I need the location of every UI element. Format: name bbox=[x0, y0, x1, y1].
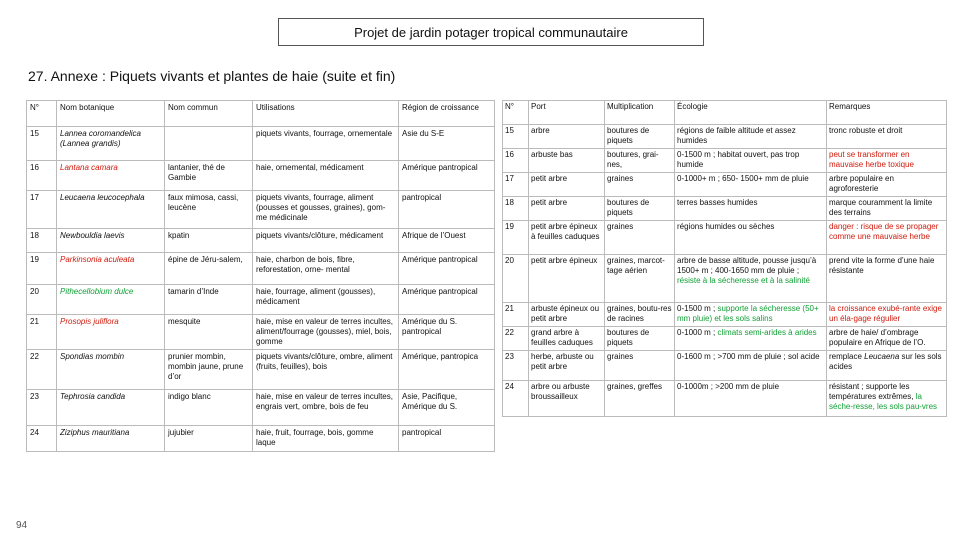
table-row bbox=[27, 161, 495, 191]
ecology: 0-1000+ m ; 650- 1500+ mm de pluie bbox=[675, 173, 827, 197]
row-number: 22 bbox=[503, 327, 529, 351]
common-name: épine de Jéru-salem, bbox=[165, 253, 253, 285]
propagation: graines, greffes bbox=[605, 381, 675, 417]
row-number: 15 bbox=[27, 127, 57, 161]
propagation: graines, marcot-tage aérien bbox=[605, 255, 675, 303]
table-row bbox=[503, 303, 947, 327]
page-number: 94 bbox=[16, 520, 28, 531]
ecology: 0-1500 m ; habitat ouvert, pas trop humide bbox=[675, 149, 827, 173]
region: Amérique pantropical bbox=[399, 253, 495, 285]
common-name: prunier mombin, mombin jaune, prune d’or bbox=[165, 350, 253, 390]
region: Amérique pantropical bbox=[399, 285, 495, 315]
row-number: 18 bbox=[503, 197, 529, 221]
propagation: graines, boutu-res de racines bbox=[605, 303, 675, 327]
region: Amérique, pantropica bbox=[399, 350, 495, 390]
table-row bbox=[27, 253, 495, 285]
remarks-text: sur les sols acides bbox=[829, 352, 942, 371]
propagation: boutures de piquets bbox=[605, 197, 675, 221]
common-name: mesquite bbox=[165, 315, 253, 350]
plant-form: arbuste bas bbox=[529, 149, 605, 173]
botanical-name: Spondias mombin bbox=[57, 350, 165, 390]
plant-form: petit arbre bbox=[529, 173, 605, 197]
table-header-row bbox=[27, 101, 495, 127]
ecology bbox=[675, 303, 827, 327]
header-cell: Écologie bbox=[675, 101, 827, 125]
header-cell: Nom commun bbox=[165, 101, 253, 127]
table-row bbox=[503, 149, 947, 173]
propagation: graines bbox=[605, 351, 675, 381]
ecology bbox=[675, 255, 827, 303]
propagation: boutures de piquets bbox=[605, 327, 675, 351]
ecology-highlight: climats semi-arides à arides bbox=[717, 328, 817, 337]
plants-table-left bbox=[26, 100, 495, 452]
table-row bbox=[503, 197, 947, 221]
remarks: la croissance exubé-rante exige un éla-gage régulier bbox=[827, 303, 947, 327]
plant-form: arbuste épineux ou petit arbre bbox=[529, 303, 605, 327]
region: Amérique du S. pantropical bbox=[399, 315, 495, 350]
common-name: indigo blanc bbox=[165, 390, 253, 426]
remarks-text: remplace bbox=[829, 352, 862, 361]
ecology-text: 0-1000 m ; bbox=[677, 328, 716, 337]
row-number: 22 bbox=[27, 350, 57, 390]
header-cell: N° bbox=[27, 101, 57, 127]
botanical-name: Ziziphus mauritiana bbox=[57, 426, 165, 452]
remarks bbox=[827, 381, 947, 417]
remarks: marque couramment la limite des terrains bbox=[827, 197, 947, 221]
row-number: 21 bbox=[503, 303, 529, 327]
uses: haie, fruit, fourrage, bois, gomme laque bbox=[253, 426, 399, 452]
section-heading: 27. Annexe : Piquets vivants et plantes de haie (suite et fin) bbox=[28, 68, 396, 84]
table-row bbox=[27, 191, 495, 229]
region: Amérique pantropical bbox=[399, 161, 495, 191]
row-number: 24 bbox=[503, 381, 529, 417]
row-number: 15 bbox=[503, 125, 529, 149]
remarks: tronc robuste et droit bbox=[827, 125, 947, 149]
document-title: Projet de jardin potager tropical communautaire bbox=[278, 18, 704, 46]
remarks bbox=[827, 351, 947, 381]
plant-form: grand arbre à feuilles caduques bbox=[529, 327, 605, 351]
botanical-name: Parkinsonia aculeata bbox=[57, 253, 165, 285]
region: pantropical bbox=[399, 426, 495, 452]
row-number: 23 bbox=[503, 351, 529, 381]
botanical-name: Newbouldia laevis bbox=[57, 229, 165, 253]
header-cell: Multiplication bbox=[605, 101, 675, 125]
ecology: régions humides ou sèches bbox=[675, 221, 827, 255]
remarks: peut se transformer en mauvaise herbe toxique bbox=[827, 149, 947, 173]
table-row bbox=[503, 221, 947, 255]
uses: piquets vivants/clôture, médicament bbox=[253, 229, 399, 253]
ecology bbox=[675, 327, 827, 351]
table-row bbox=[27, 426, 495, 452]
propagation: graines bbox=[605, 221, 675, 255]
table-row bbox=[27, 285, 495, 315]
common-name: lantanier, thé de Gambie bbox=[165, 161, 253, 191]
ecology: 0-1600 m ; >700 mm de pluie ; sol acide bbox=[675, 351, 827, 381]
table-row bbox=[27, 315, 495, 350]
table-header-row bbox=[503, 101, 947, 125]
table-row bbox=[27, 229, 495, 253]
ecology-highlight: supporte la sécheresse (50+ mm pluie) et les sols salins bbox=[677, 304, 819, 323]
common-name: faux mimosa, cassi, leucène bbox=[165, 191, 253, 229]
table-row bbox=[503, 255, 947, 303]
ecology-text: arbre de basse altitude, pousse jusqu’à 1500+ m ; 400-1650 mm de pluie ; bbox=[677, 256, 817, 275]
region: pantropical bbox=[399, 191, 495, 229]
table-row bbox=[503, 173, 947, 197]
botanical-name: Leucaena leucocephala bbox=[57, 191, 165, 229]
propagation: boutures de piquets bbox=[605, 125, 675, 149]
table-row bbox=[27, 127, 495, 161]
remarks: arbre de haie/ d’ombrage populaire en Afrique de l’O. bbox=[827, 327, 947, 351]
row-number: 20 bbox=[27, 285, 57, 315]
botanical-name: Prosopis juliflora bbox=[57, 315, 165, 350]
ecology-text: 0-1500 m ; bbox=[677, 304, 716, 313]
botanical-name: Lannea coromandelica (Lannea grandis) bbox=[57, 127, 165, 161]
botanical-name: Pithecellobium dulce bbox=[57, 285, 165, 315]
plant-form: petit arbre bbox=[529, 197, 605, 221]
remarks-text: résistant ; supporte les températures extrêmes, bbox=[829, 382, 914, 401]
row-number: 17 bbox=[27, 191, 57, 229]
header-cell: Utilisations bbox=[253, 101, 399, 127]
ecology: 0-1000m ; >200 mm de pluie bbox=[675, 381, 827, 417]
remarks: danger : risque de se propager comme une mauvaise herbe bbox=[827, 221, 947, 255]
row-number: 19 bbox=[27, 253, 57, 285]
uses: haie, fourrage, aliment (gousses), médicament bbox=[253, 285, 399, 315]
table-row bbox=[503, 351, 947, 381]
uses: haie, mise en valeur de terres incultes, engrais vert, ombre, bois de feu bbox=[253, 390, 399, 426]
common-name bbox=[165, 127, 253, 161]
ecology-highlight: résiste à la sécheresse et à la salinité bbox=[677, 276, 810, 285]
header-cell: Région de croissance bbox=[399, 101, 495, 127]
table-row bbox=[503, 327, 947, 351]
header-cell: Remarques bbox=[827, 101, 947, 125]
header-cell: Port bbox=[529, 101, 605, 125]
plants-table-right bbox=[502, 100, 947, 417]
uses: piquets vivants, fourrage, aliment (pousses et gousses, graines), gom-me médicinale bbox=[253, 191, 399, 229]
propagation: boutures, grai-nes, bbox=[605, 149, 675, 173]
botanical-name: Lantana camara bbox=[57, 161, 165, 191]
header-cell: Nom botanique bbox=[57, 101, 165, 127]
row-number: 16 bbox=[503, 149, 529, 173]
botanical-name: Tephrosia candida bbox=[57, 390, 165, 426]
uses: haie, ornemental, médicament bbox=[253, 161, 399, 191]
table-row bbox=[27, 350, 495, 390]
table-row bbox=[27, 390, 495, 426]
region: Afrique de l’Ouest bbox=[399, 229, 495, 253]
row-number: 19 bbox=[503, 221, 529, 255]
header-cell: N° bbox=[503, 101, 529, 125]
remarks: arbre populaire en agroforesterie bbox=[827, 173, 947, 197]
region: Asie, Pacifique, Amérique du S. bbox=[399, 390, 495, 426]
row-number: 23 bbox=[27, 390, 57, 426]
row-number: 16 bbox=[27, 161, 57, 191]
remarks-highlight: la séche-resse, les sols pau-vres bbox=[829, 392, 938, 411]
row-number: 24 bbox=[27, 426, 57, 452]
region: Asie du S-E bbox=[399, 127, 495, 161]
row-number: 21 bbox=[27, 315, 57, 350]
table-row bbox=[503, 381, 947, 417]
uses: haie, charbon de bois, fibre, reforestation, orne- mental bbox=[253, 253, 399, 285]
remarks-species: Leucaena bbox=[864, 352, 900, 361]
ecology: terres basses humides bbox=[675, 197, 827, 221]
uses: haie, mise en valeur de terres incultes, aliment/fourrage (gousses), miel, bois, gomme bbox=[253, 315, 399, 350]
table-row bbox=[503, 125, 947, 149]
uses: piquets vivants/clôture, ombre, aliment (fruits, feuilles), bois bbox=[253, 350, 399, 390]
plant-form: arbre bbox=[529, 125, 605, 149]
propagation: graines bbox=[605, 173, 675, 197]
row-number: 20 bbox=[503, 255, 529, 303]
remarks: prend vite la forme d’une haie résistante bbox=[827, 255, 947, 303]
plant-form: arbre ou arbuste broussailleux bbox=[529, 381, 605, 417]
ecology: régions de faible altitude et assez humides bbox=[675, 125, 827, 149]
plant-form: petit arbre épineux bbox=[529, 255, 605, 303]
plant-form: petit arbre épineux à feuilles caduques bbox=[529, 221, 605, 255]
uses: piquets vivants, fourrage, ornementale bbox=[253, 127, 399, 161]
plant-form: herbe, arbuste ou petit arbre bbox=[529, 351, 605, 381]
common-name: tamarin d’Inde bbox=[165, 285, 253, 315]
row-number: 18 bbox=[27, 229, 57, 253]
row-number: 17 bbox=[503, 173, 529, 197]
common-name: kpatin bbox=[165, 229, 253, 253]
common-name: jujubier bbox=[165, 426, 253, 452]
